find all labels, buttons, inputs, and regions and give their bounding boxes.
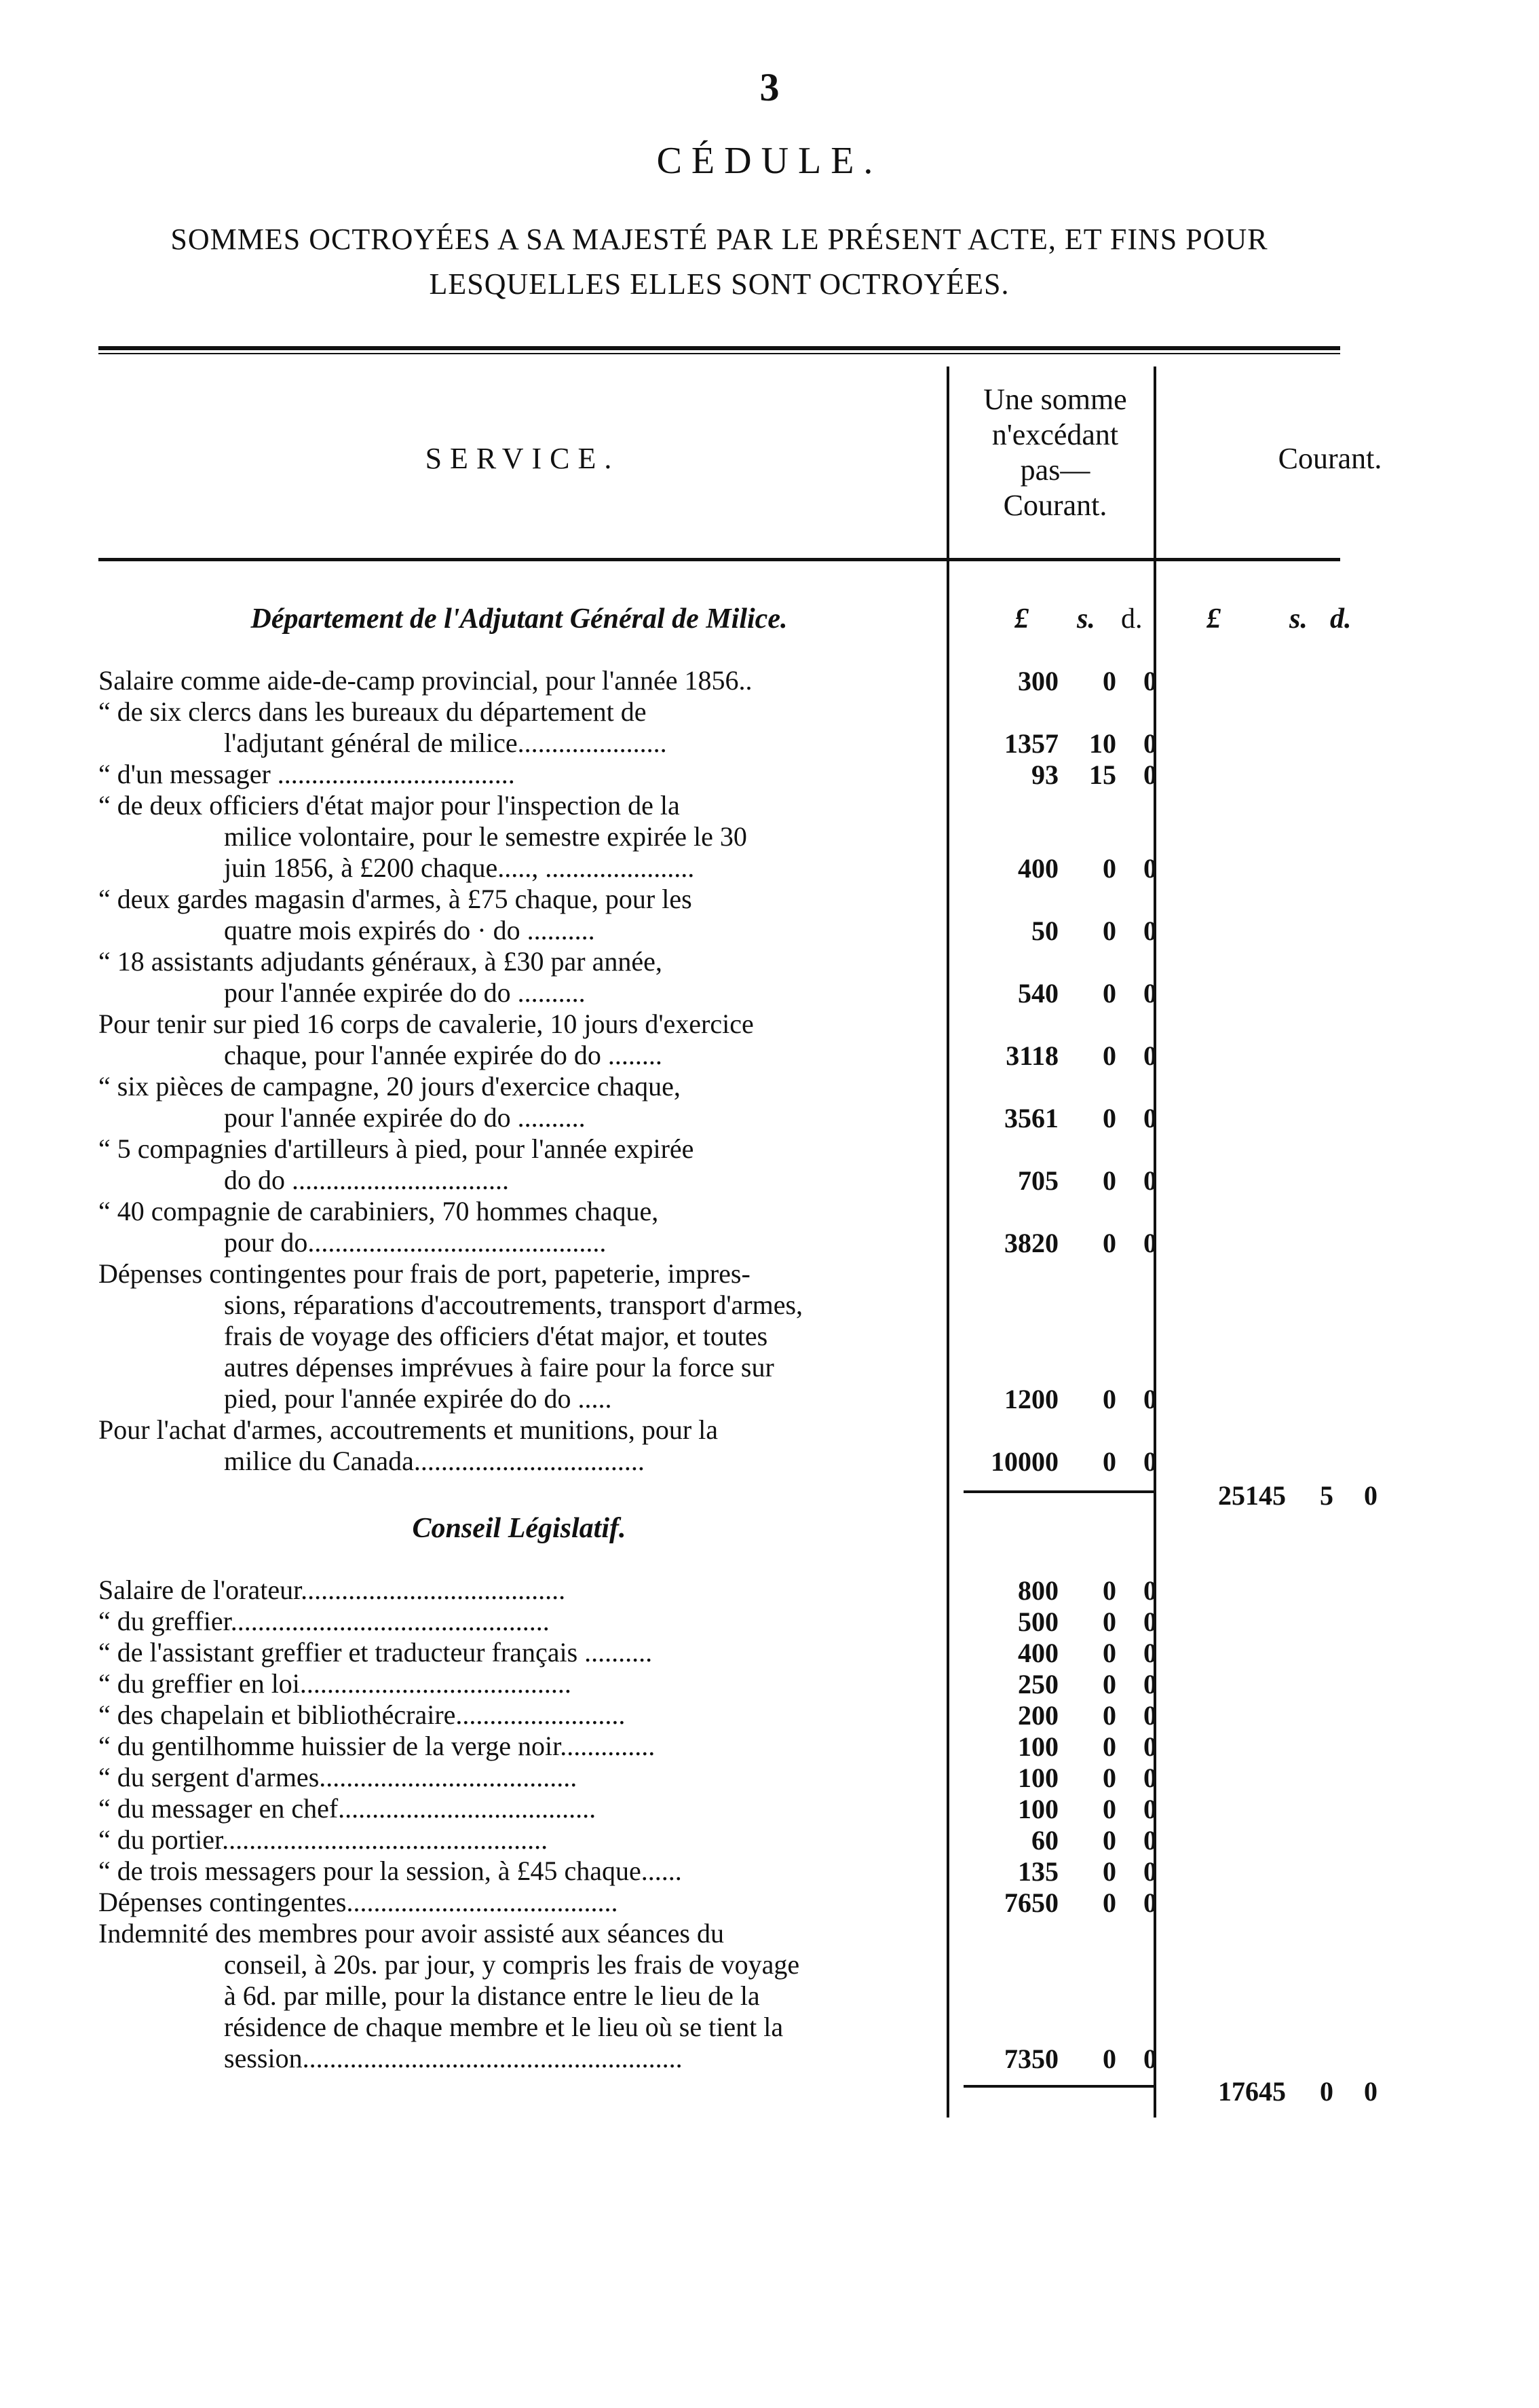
amount-pence: 0 [1143,1731,1157,1762]
header-line: n'excédant [991,418,1119,451]
amount-pounds: 50 [1031,916,1059,946]
table-row [98,1414,947,1477]
amount-pence: 0 [1143,1763,1157,1793]
amount-pounds: 100 [1018,1794,1059,1824]
row-text: session........................................................ [224,2043,683,2073]
amount-shillings: 0 [1103,1856,1116,1887]
amount-shillings: 0 [1103,1103,1116,1133]
amount-pence: 0 [1143,759,1157,790]
amount-pence: 0 [1143,666,1157,696]
amount-pounds: 135 [1018,1856,1059,1887]
row-text: sions, réparations d'accoutrements, transport d'armes, [224,1290,803,1320]
section-total-shillings: 0 [1320,2076,1333,2107]
table-row [98,1918,947,2074]
unit-pound: £ [1206,603,1221,635]
header-line: Courant. [1003,489,1107,522]
row-text: frais de voyage des officiers d'état major, et toutes [224,1321,768,1351]
amount-shillings: 0 [1103,1228,1116,1258]
amount-shillings: 0 [1103,1575,1116,1606]
table-row [98,1762,947,1793]
amount-shillings: 0 [1103,1887,1116,1918]
amount-pence: 0 [1143,1638,1157,1668]
amount-pence: 0 [1143,1794,1157,1824]
amount-pence: 0 [1143,2044,1157,2074]
table-row [98,1824,947,1856]
amount-pence: 0 [1143,978,1157,1009]
amount-pence: 0 [1143,1606,1157,1637]
row-text: “ de l'assistant greffier et traducteur français .......... [98,1637,653,1668]
amount-shillings: 0 [1103,1606,1116,1637]
amount-pence: 0 [1143,1384,1157,1414]
amount-shillings: 0 [1103,1669,1116,1699]
table-row [98,1133,947,1196]
row-text: “ du gentilhomme huissier de la verge noir.............. [98,1731,656,1761]
row-text: pour l'année expirée do do .......... [224,1102,586,1133]
section-total-pence: 0 [1364,2076,1378,2107]
row-text: “ 18 assistants adjudants généraux, à £30 par année, [98,946,662,977]
amount-pounds: 10000 [991,1446,1059,1477]
row-text: à 6d. par mille, pour la distance entre le lieu de la [224,1980,760,2011]
row-text: milice volontaire, pour le semestre expirée le 30 [224,821,747,852]
amount-shillings: 0 [1103,1446,1116,1477]
table-row [98,1856,947,1887]
unit-pound: £ [1014,603,1029,635]
table-row [98,884,947,946]
amount-shillings: 0 [1103,1763,1116,1793]
top-rule [98,346,1340,350]
section-total-pounds: 25145 [1218,1480,1286,1511]
header-not-exceeding [950,382,1160,523]
table-row [98,1606,947,1637]
amount-pence: 0 [1143,1575,1157,1606]
row-text: “ des chapelain et bibliothécraire......................... [98,1699,626,1730]
page-number: 3 [759,65,780,109]
amount-pence: 0 [1143,1856,1157,1887]
row-text: “ de six clercs dans les bureaux du département de [98,696,647,727]
amount-pence: 0 [1143,1040,1157,1071]
amount-pence: 0 [1143,1165,1157,1196]
amount-pounds: 7350 [1004,2044,1059,2074]
table-row [98,1071,947,1133]
amount-shillings: 0 [1103,1825,1116,1856]
amount-shillings: 0 [1103,1384,1116,1414]
amount-shillings: 0 [1103,916,1116,946]
row-text: quatre mois expirés do · do .......... [224,915,595,945]
row-text: autres dépenses imprévues à faire pour la force sur [224,1352,774,1382]
table-row [98,790,947,884]
row-text: “ six pièces de campagne, 20 jours d'exercice chaque, [98,1071,681,1102]
amount-pence: 0 [1143,1103,1157,1133]
row-text: “ du greffier en loi........................................ [98,1668,571,1699]
amount-shillings: 0 [1103,1040,1116,1071]
table-row [98,1793,947,1824]
row-text: pour l'année expirée do do .......... [224,977,586,1008]
amount-pence: 0 [1143,1887,1157,1918]
table-row [98,1668,947,1699]
row-text: conseil, à 20s. par jour, y compris les frais de voyage [224,1949,800,1980]
unit-shilling: s. [1289,603,1308,635]
amount-pence: 0 [1143,916,1157,946]
amount-shillings: 0 [1103,1165,1116,1196]
unit-pence: d. [1330,603,1352,635]
amount-pence: 0 [1143,1700,1157,1731]
amount-pounds: 60 [1031,1825,1059,1856]
amount-shillings: 0 [1103,1731,1116,1762]
subtotal-rule [964,1490,1154,1493]
table-row [98,1258,947,1414]
table-row [98,1575,947,1606]
amount-pounds: 800 [1018,1575,1059,1606]
row-text: “ de trois messagers pour la session, à £45 chaque...... [98,1856,682,1886]
amount-shillings: 10 [1089,728,1116,759]
page-subtitle: SOMMES OCTROYÉES A SA MAJESTÉ PAR LE PRÉSENT ACTE, ET FINS POUR LESQUELLES ELLES SONT OCTROYÉES. [170,223,1268,301]
row-text: pour do............................................ [224,1227,607,1258]
amount-pounds: 3561 [1004,1103,1059,1133]
top-rule-thin [98,353,1340,354]
amount-pence: 0 [1143,1228,1157,1258]
row-text: Indemnité des membres pour avoir assisté aux séances du [98,1918,724,1949]
row-text: Dépenses contingentes........................................ [98,1887,618,1917]
row-text: “ du sergent d'armes...................................... [98,1762,577,1792]
row-text: “ 40 compagnie de carabiniers, 70 hommes chaque, [98,1196,659,1226]
amount-pounds: 300 [1018,666,1059,696]
unit-pence: d. [1121,603,1143,635]
amount-shillings: 0 [1103,1638,1116,1668]
row-text: “ d'un messager ................................... [98,759,515,789]
row-text: chaque, pour l'année expirée do do ........ [224,1040,662,1070]
row-text: “ de deux officiers d'état major pour l'inspection de la [98,790,680,821]
table-row [98,946,947,1009]
row-text: l'adjutant général de milice...................... [224,728,667,758]
row-text: pied, pour l'année expirée do do ..... [224,1383,612,1414]
amount-shillings: 15 [1089,759,1116,790]
row-text: “ deux gardes magasin d'armes, à £75 chaque, pour les [98,884,692,914]
header-line: pas— [1020,453,1090,487]
table-row [98,1637,947,1668]
section-total-pounds: 17645 [1218,2076,1286,2107]
column-rule-left [947,366,949,2118]
amount-pounds: 250 [1018,1669,1059,1699]
row-text: Salaire comme aide-de-camp provincial, pour l'année 1856.. [98,665,753,696]
amount-pounds: 3118 [1006,1040,1059,1071]
amount-shillings: 0 [1103,853,1116,884]
amount-pounds: 1357 [1004,728,1059,759]
amount-pounds: 540 [1018,978,1059,1009]
table-row [98,1699,947,1731]
row-text: Pour tenir sur pied 16 corps de cavalerie, 10 jours d'exercice [98,1009,754,1039]
page-title: CÉDULE. [656,140,883,182]
amount-pounds: 100 [1018,1731,1059,1762]
amount-shillings: 0 [1103,978,1116,1009]
table-row [98,665,947,696]
amount-pounds: 200 [1018,1700,1059,1731]
amount-pounds: 400 [1018,853,1059,884]
amount-pounds: 400 [1018,1638,1059,1668]
row-text: milice du Canada.................................. [224,1446,645,1476]
amount-pounds: 7650 [1004,1887,1059,1918]
unit-shilling: s. [1077,603,1095,635]
row-text: Salaire de l'orateur....................................... [98,1575,566,1605]
row-text: “ 5 compagnies d'artilleurs à pied, pour l'année expirée [98,1133,694,1164]
amount-pounds: 705 [1018,1165,1059,1196]
amount-pence: 0 [1143,728,1157,759]
row-text: “ du messager en chef...................................... [98,1793,596,1824]
section-total-shillings: 5 [1320,1480,1333,1511]
table-row [98,1196,947,1258]
amount-shillings: 0 [1103,1794,1116,1824]
subtotal-rule [964,2085,1154,2088]
amount-shillings: 0 [1103,666,1116,696]
table-row [98,1887,947,1918]
section-total-pence: 0 [1364,1480,1378,1511]
amount-shillings: 0 [1103,1700,1116,1731]
table-row [98,1731,947,1762]
row-text: “ du greffier............................................... [98,1606,550,1636]
row-text: Pour l'achat d'armes, accoutrements et munitions, pour la [98,1414,719,1445]
amount-pence: 0 [1143,853,1157,884]
header-service: SERVICE. [425,442,620,475]
header-courant: Courant. [1278,442,1382,475]
row-text: résidence de chaque membre et le lieu où se tient la [224,2012,784,2042]
amount-pounds: 3820 [1004,1228,1059,1258]
section-title: Conseil Législatif. [412,1513,626,1544]
row-text: “ du portier................................................ [98,1824,548,1855]
amount-pounds: 93 [1031,759,1059,790]
header-line: Une somme [983,383,1127,416]
row-text: Dépenses contingentes pour frais de port, papeterie, impres- [98,1258,750,1289]
row-text: do do ................................ [224,1165,509,1195]
section-title: Département de l'Adjutant Général de Milice. [250,603,788,635]
row-text: juin 1856, à £200 chaque....., ...................... [224,852,695,883]
table-row [98,696,947,759]
amount-pounds: 100 [1018,1763,1059,1793]
amount-pence: 0 [1143,1825,1157,1856]
amount-shillings: 0 [1103,2044,1116,2074]
amount-pence: 0 [1143,1446,1157,1477]
amount-pence: 0 [1143,1669,1157,1699]
table-row [98,1009,947,1071]
header-rule [98,558,1340,561]
table-row [98,759,947,790]
amount-pounds: 500 [1018,1606,1059,1637]
amount-pounds: 1200 [1004,1384,1059,1414]
